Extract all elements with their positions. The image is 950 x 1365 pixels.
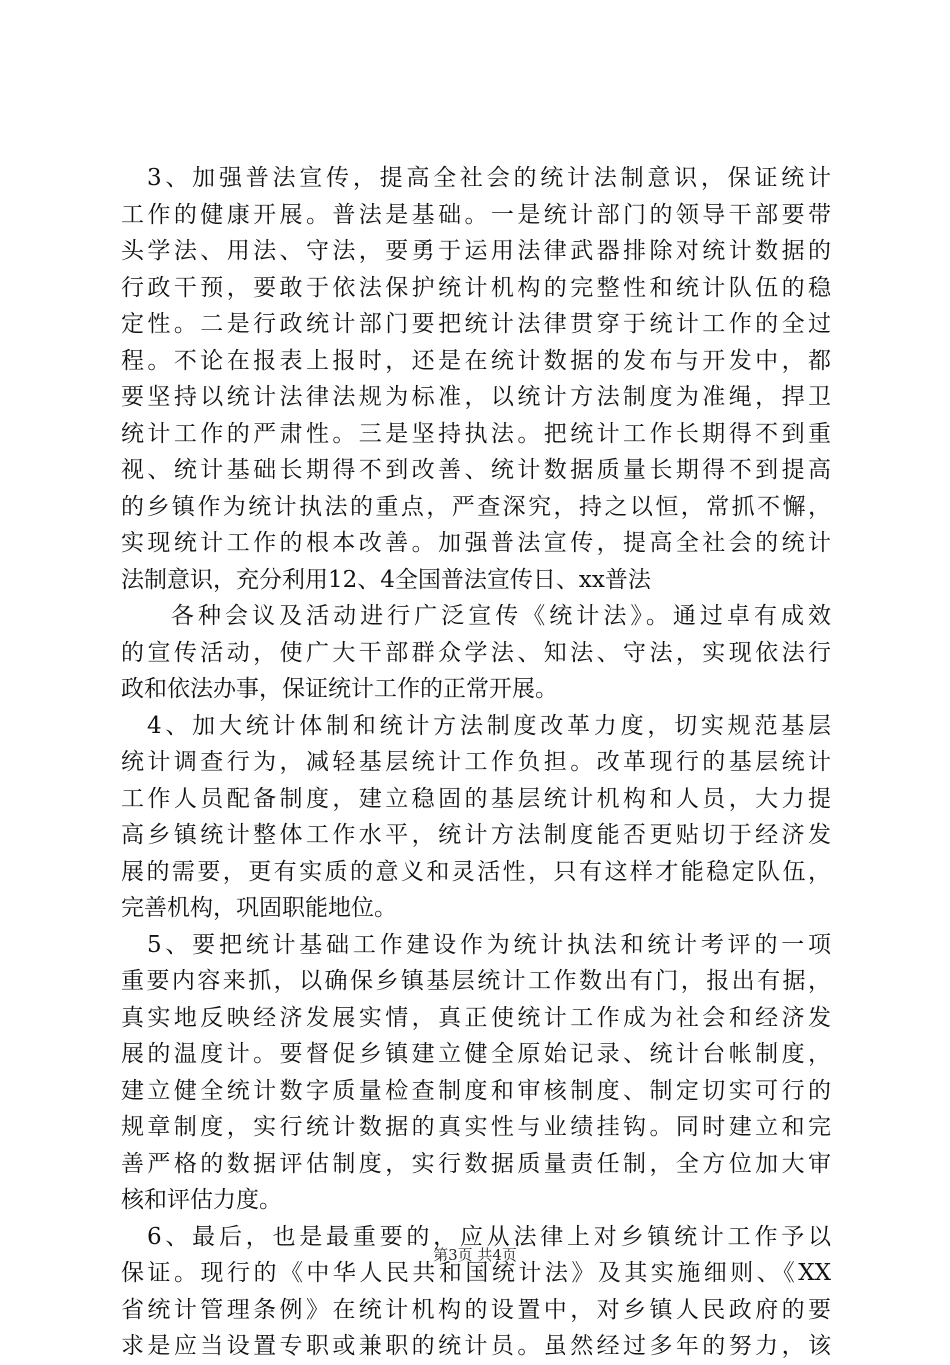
text-line: 各种会议及活动进行广泛宣传《统计法》。通过卓有成效 xyxy=(171,603,831,629)
text-line: 善严格的数据评估制度，实行数据质量责任制，全方位加大审 xyxy=(121,1150,831,1177)
text-line: 建立健全统计数字质量检查制度和审核制度、制定切实可行的 xyxy=(121,1077,831,1104)
page-number-footer: 第3页 共4页 xyxy=(433,1246,517,1264)
text-line: 保证。现行的《中华人民共和国统计法》及其实施细则、《XX xyxy=(121,1260,831,1286)
text-line: 统计调查行为，减轻基层统计工作负担。改革现行的基层统计 xyxy=(121,749,831,775)
text-line: 的宣传活动，使广大干部群众学法、知法、守法，实现依法行 xyxy=(121,639,831,666)
text-line: 法制意识，充分利用12、4全国普法宣传日、xx普法 xyxy=(121,566,651,593)
text-line: 重要内容来抓，以确保乡镇基层统计工作数出有门，报出有据， xyxy=(121,968,831,994)
text-line: 工作人员配备制度，建立稳固的基层统计机构和人员，大力提 xyxy=(121,785,831,812)
text-line: 规章制度，实行统计数据的真实性与业绩挂钩。同时建立和完 xyxy=(121,1114,831,1140)
text-line: 头学法、用法、守法，要勇于运用法律武器排除对统计数据的 xyxy=(121,238,831,264)
text-line: 3、加强普法宣传，提高全社会的统计法制意识，保证统计 xyxy=(147,165,831,191)
text-line: 求是应当设置专职或兼职的统计员。虽然经过多年的努力，该 xyxy=(121,1333,831,1359)
text-line: 工作的健康开展。普法是基础。一是统计部门的领导干部要带 xyxy=(121,201,831,228)
text-line: 实现统计工作的根本改善。加强普法宣传，提高全社会的统计 xyxy=(121,530,831,556)
text-line: 省统计管理条例》在统计机构的设置中，对乡镇人民政府的要 xyxy=(121,1296,831,1323)
text-line: 展的需要，更有实质的意义和灵活性，只有这样才能稳定队伍， xyxy=(121,858,831,885)
text-line: 6、最后，也是最重要的，应从法律上对乡镇统计工作予以 xyxy=(147,1223,831,1250)
text-line: 要坚持以统计法律法规为标准，以统计方法制度为准绳，捍卫 xyxy=(121,384,831,410)
text-line: 完善机构，巩固职能地位。 xyxy=(121,895,397,921)
text-line: 统计工作的严肃性。三是坚持执法。把统计工作长期得不到重 xyxy=(121,420,831,447)
body-text xyxy=(121,160,831,1365)
text-line: 的乡镇作为统计执法的重点，严查深究，持之以恒，常抓不懈， xyxy=(121,493,831,520)
text-line: 定性。二是行政统计部门要把统计法律贯穿于统计工作的全过 xyxy=(121,311,831,337)
text-line: 视、统计基础长期得不到改善、统计数据质量长期得不到提高 xyxy=(121,457,831,483)
text-line: 行政干预，要敢于依法保护统计机构的完整性和统计队伍的稳 xyxy=(121,274,831,301)
text-line: 程。不论在报表上报时，还是在统计数据的发布与开发中，都 xyxy=(121,347,831,374)
text-line: 4、加大统计体制和统计方法制度改革力度，切实规范基层 xyxy=(147,712,831,739)
text-line: 政和依法办事，保证统计工作的正常开展。 xyxy=(121,676,558,702)
text-line: 高乡镇统计整体工作水平，统计方法制度能否更贴切于经济发 xyxy=(121,822,831,848)
text-line: 核和评估力度。 xyxy=(121,1187,282,1213)
text-line: 5、要把统计基础工作建设作为统计执法和统计考评的一项 xyxy=(147,931,831,958)
text-line: 真实地反映经济发展实情，真正使统计工作成为社会和经济发 xyxy=(121,1004,831,1031)
text-line: 展的温度计。要督促乡镇建立健全原始记录、统计台帐制度， xyxy=(121,1041,831,1067)
